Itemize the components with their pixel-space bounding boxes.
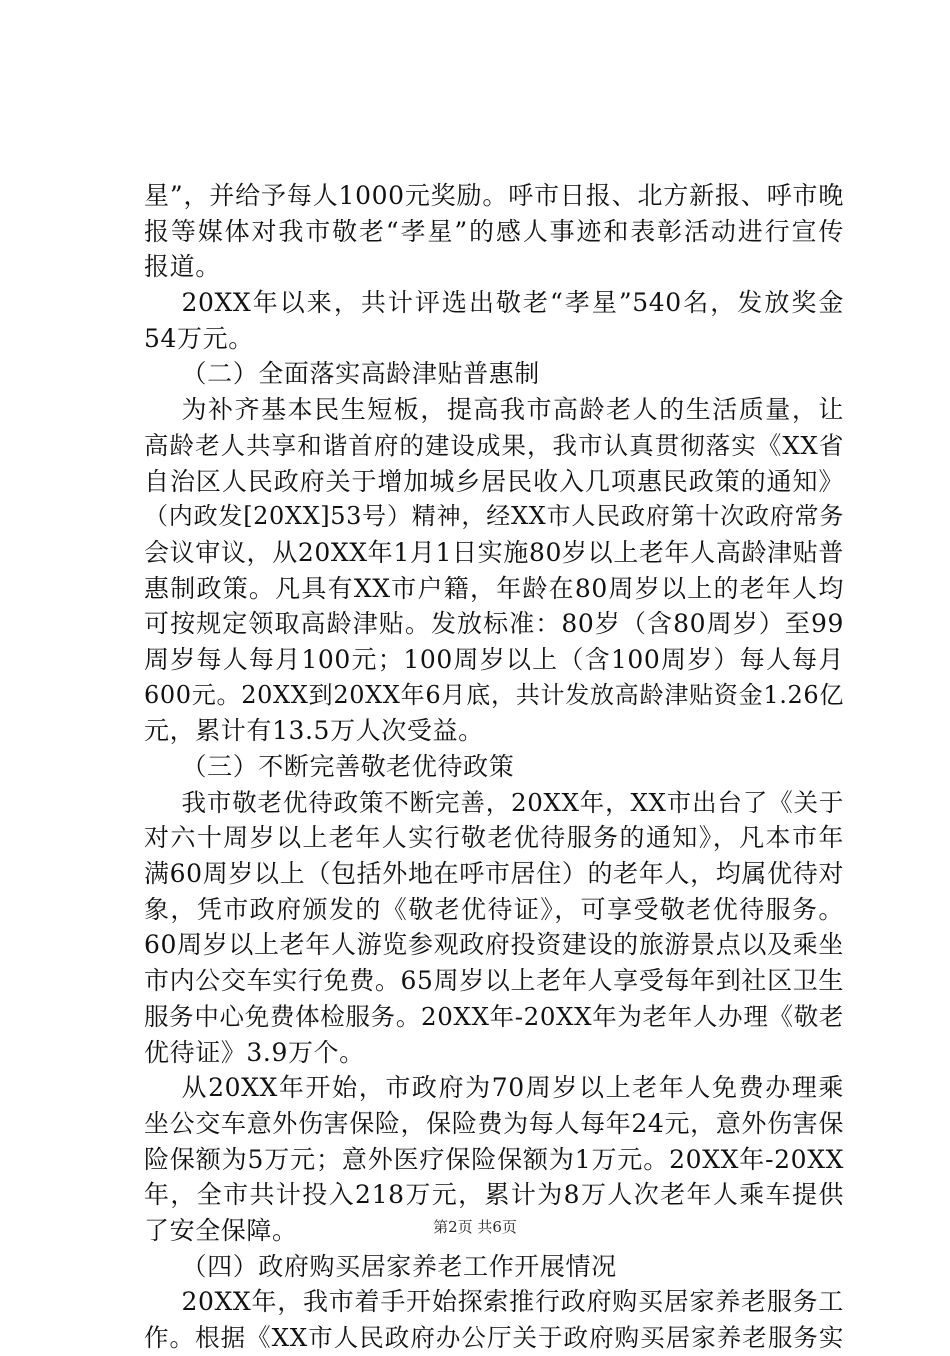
text-line: 满60周岁以上（包括外地在呼市居住）的老年人，均属优待对 [144,859,844,889]
text-line: 60周岁以上老年人游览参观政府投资建设的旅游景点以及乘坐 [144,930,844,960]
text-line: 从20XX年开始，市政府为70周岁以上老年人免费办理乘 [181,1073,844,1103]
text-line: 服务中心免费体检服务。20XX年-20XX年为老年人办理《敬老 [144,1001,844,1031]
text-line: 险保额为5万元；意外医疗保险保额为1万元。20XX年-20XX [144,1144,844,1174]
text-line: （内政发[20XX]53号）精神，经XX市人民政府第十次政府常务 [144,502,844,531]
text-line: 对六十周岁以上老年人实行敬老优待服务的通知》，凡本市年 [144,823,844,853]
text-line: 坐公交车意外伤害保险，保险费为每人每年24元，意外伤害保 [144,1108,844,1138]
text-line: 年，全市共计投入218万元，累计为8万人次老年人乘车提供 [144,1180,844,1210]
document-body [144,178,844,1356]
text-line: 优待证》3.9万个。 [144,1037,365,1067]
text-line: 我市敬老优待政策不断完善，20XX年，XX市出台了《关于 [181,787,844,817]
text-line: 可按规定领取高龄津贴。发放标准：80岁（含80周岁）至99 [144,609,844,639]
text-line: （四）政府购买居家养老工作开展情况 [181,1251,617,1281]
text-line: 报道。 [144,252,221,282]
text-line: 会议审议，从20XX年1月1日实施80岁以上老年人高龄津贴普 [144,537,844,567]
text-line: 了安全保障。 [144,1215,298,1245]
text-line: 20XX年，我市着手开始探索推行政府购买居家养老服务工 [181,1287,844,1317]
text-line: （二）全面落实高龄津贴普惠制 [181,359,540,389]
text-line: 作。根据《XX市人民政府办公厅关于政府购买居家养老服务实 [144,1323,844,1352]
text-line: 市内公交车实行免费。65周岁以上老年人享受每年到社区卫生 [144,966,844,996]
text-line: 为补齐基本民生短板，提高我市高龄老人的生活质量，让 [181,395,844,425]
text-line: 20XX年以来，共计评选出敬老“孝星”540名，发放奖金 [181,288,844,318]
text-line: 惠制政策。凡具有XX市户籍，年龄在80周岁以上的老年人均 [144,573,844,603]
text-line: 元，累计有13.5万人次受益。 [144,716,484,746]
text-line: 周岁每人每月100元；100周岁以上（含100周岁）每人每月 [144,644,844,674]
text-line: 600元。20XX到20XX年6月底，共计发放高龄津贴资金1.26亿 [144,680,844,709]
text-line: 54万元。 [144,323,254,353]
text-line: 象，凭市政府颁发的《敬老优待证》，可享受敬老优待服务。 [144,894,844,924]
text-line: （三）不断完善敬老优待政策 [181,752,515,781]
text-line: 星”，并给予每人1000元奖励。呼市日报、北方新报、呼市晚 [144,181,844,210]
text-line: 自治区人民政府关于增加城乡居民收入几项惠民政策的通知》 [144,466,844,496]
text-line: 高龄老人共享和谐首府的建设成果，我市认真贯彻落实《XX省 [144,430,844,460]
text-line: 报等媒体对我市敬老“孝星”的感人事迹和表彰活动进行宣传 [144,216,844,246]
page-footer: 第2页 共6页 [433,1218,517,1236]
